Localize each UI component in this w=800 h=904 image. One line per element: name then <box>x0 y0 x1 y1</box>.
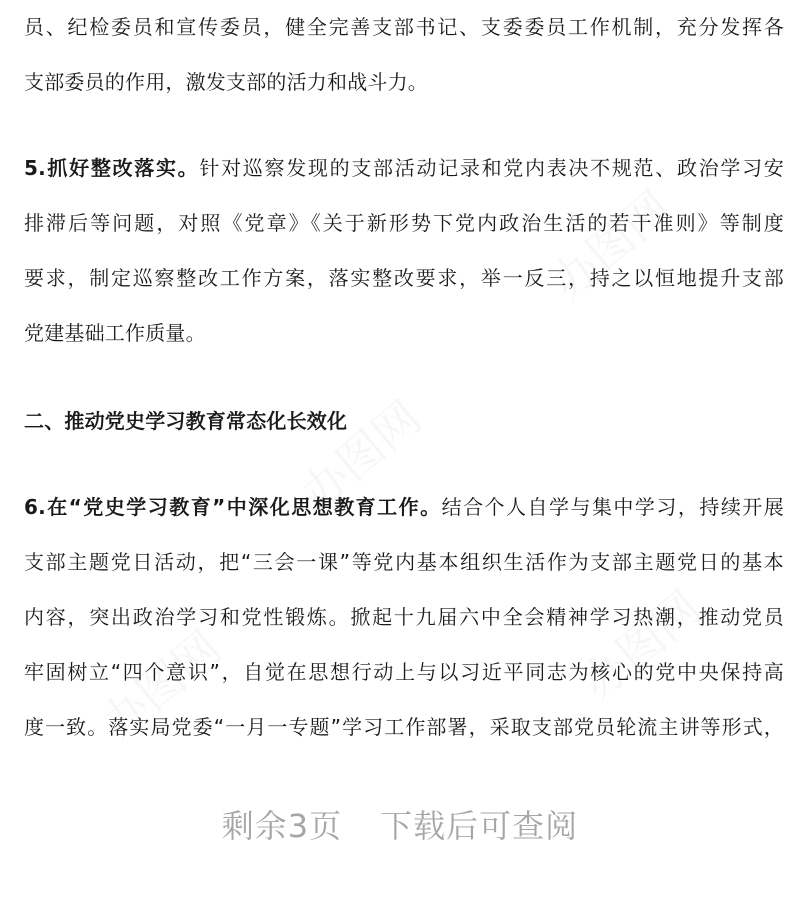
item-6-first-line <box>24 492 784 522</box>
item-5-first-line <box>24 153 784 183</box>
item-5-text: 针对巡察发现的支部活动记录和党内表决不规范、政治学习安 <box>199 156 784 180</box>
paragraph-line: 支部委员的作用，激发支部的活力和战斗力。 <box>24 70 428 94</box>
paragraph-line: 度一致。落实局党委“一月一专题”学习工作部署，采取支部党员轮流主讲等形式， <box>24 715 784 739</box>
paragraph-line: 要求，制定巡察整改工作方案，落实整改要求，举一反三，持之以恒地提升支部 <box>24 266 784 290</box>
paragraph-line: 员、纪检委员和宣传委员，健全完善支部书记、支委委员工作机制，充分发挥各 <box>24 15 784 39</box>
watermark <box>565 573 713 712</box>
paragraph-line: 排滞后等问题，对照《党章》《关于新形势下党内政治生活的若干准则》等制度 <box>24 211 784 235</box>
paragraph-line: 牢固树立“四个意识”，自觉在思想行动上与以习近平同志为核心的党中央保持高 <box>24 660 784 684</box>
remaining-pages-label: 剩余3页 <box>221 807 343 845</box>
download-prompt[interactable] <box>0 804 800 848</box>
paragraph-line: 党建基础工作质量。 <box>24 321 206 345</box>
paragraph-line: 支部主题党日活动，把“三会一课”等党内基本组织生活作为支部主题党日的基本 <box>24 550 784 574</box>
section-heading: 二、推动党史学习教育常态化长效化 <box>24 409 348 433</box>
item-5-lead: 5.抓好整改落实。 <box>24 156 200 180</box>
download-to-view-label[interactable]: 下载后可查阅 <box>380 807 579 845</box>
item-6-text: 结合个人自学与集中学习，持续开展 <box>441 495 784 519</box>
item-6-lead: 6.在“党史学习教育”中深化思想教育工作。 <box>24 495 442 519</box>
paragraph-line: 内容，突出政治学习和党性锻炼。掀起十九届六中全会精神学习热潮，推动党员 <box>24 605 784 629</box>
